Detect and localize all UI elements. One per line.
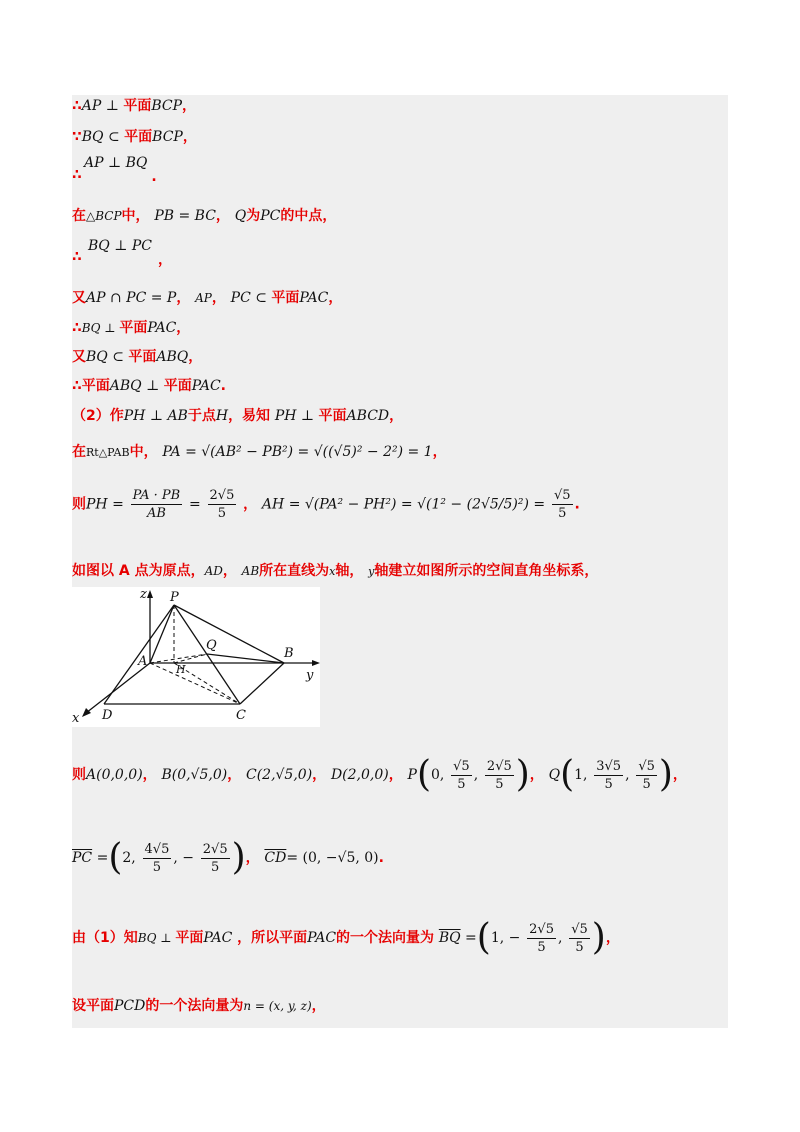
line-normal-vector-pcd: 设平面PCD的一个法向量为n = (x, y, z)， xyxy=(72,998,326,1014)
line-part2-ph: （2）作PH ⊥ AB于点H，易知 PH ⊥ 平面ABCD， xyxy=(72,408,404,424)
line-triangle-bcp: 在△BCP中， PB = BC， Q为PC的中点， xyxy=(72,208,337,224)
edge-qb xyxy=(207,654,284,663)
line-ap-cap-pc: 又AP ∩ PC = P， AP， PC ⊂ 平面PAC， xyxy=(72,290,343,306)
fraction-p-z: $\frac{2√5}{5}$ xyxy=(486,758,512,792)
label-q: Q xyxy=(206,638,217,653)
fraction-pc-y: $\frac{4√5}{5}$ xyxy=(144,841,170,875)
line-coordinate-setup: 如图以 A 点为原点，AD， AB所在直线为x轴， y轴建立如图所示的空间直角坐标系， xyxy=(72,563,599,579)
edge-pb xyxy=(174,605,284,663)
label-y: y xyxy=(306,668,314,683)
line-plane-conclusion: ∴平面ABQ ⊥ 平面PAC. xyxy=(72,378,226,394)
label-d: D xyxy=(102,708,113,723)
fraction-p-y: $\frac{√5}{5}$ xyxy=(453,758,470,792)
label-h: H xyxy=(176,663,186,676)
label-c: C xyxy=(236,708,246,723)
line-ph-ah: 则PH = $\frac{PA \cdot PB}{AB}$ = $\frac{2√5}{5}$ ， AH = √(PA² − PH²) = √(1² − (2√5/5)²) = $\frac{√5}{5}$ . xyxy=(72,488,580,521)
label-b: B xyxy=(284,646,294,661)
label-x: x xyxy=(72,711,80,726)
line-bq-in-abq: 又BQ ⊂ 平面ABQ， xyxy=(72,349,203,365)
y-arrow xyxy=(312,660,320,666)
fraction-ph-value: $\frac{2√5}{5}$ xyxy=(209,488,235,521)
line-ap-perp-bcp: ∴AP ⊥ 平面BCP， xyxy=(72,98,197,114)
line-point-coordinates: 则A(0,0,0)， B(0,√5,0)， C(2,√5,0)， D(2,0,0)， P(0, $\frac{√5}{5}$ , $\frac{2√5}{5}$ )， Q(1, $\frac{3√5}{5}$ , $\frac{√5}{5}$ )， xyxy=(72,754,687,795)
fraction-bq-z: $\frac{√5}{5}$ xyxy=(571,921,588,955)
x-axis xyxy=(86,663,150,713)
fraction-pc-z: $\frac{2√5}{5}$ xyxy=(202,841,228,875)
label-a: A xyxy=(138,654,148,669)
line-pa-value: 在Rt△PAB中， PA = √(AB² − PB²) = √((√5)² − 2²) = 1， xyxy=(72,444,447,460)
label-z: z xyxy=(140,587,147,602)
line-bq-perp-pc: BQ ⊥ PC， ∴ xyxy=(72,238,172,268)
pyramid-figure xyxy=(72,587,320,727)
line-bq-in-bcp: ∵BQ ⊂ 平面BCP， xyxy=(72,129,197,145)
fraction-ah-value: $\frac{√5}{5}$ xyxy=(553,488,571,521)
fraction-bq-y: $\frac{2√5}{5}$ xyxy=(529,921,554,955)
line-vectors-pc-cd: $\overline{PC} =(2$, $\frac{4√5}{5}$ , − $\frac{2√5}{5}$ )， $\overline{CD}= (0$, −√5, 0). xyxy=(72,837,384,878)
fraction-ph: $\frac{PA \cdot PB}{AB}$ xyxy=(132,488,181,521)
line-bq-perp-pac: ∴BQ ⊥ 平面PAC， xyxy=(72,320,191,336)
segment-aq-dashed xyxy=(150,654,207,663)
line-normal-vector-pac: 由（1）知BQ ⊥ 平面PAC ，所以平面PAC的一个法向量为 $\overline{BQ} =(1$, − $\frac{2√5}{5}$ , $\frac{√5}{5}$ )， xyxy=(72,917,620,958)
edge-cb xyxy=(240,663,284,704)
document-sheet xyxy=(72,95,728,1028)
fraction-q-z: $\frac{√5}{5}$ xyxy=(638,758,655,792)
fraction-q-y: $\frac{3√5}{5}$ xyxy=(596,758,622,792)
line-ap-perp-bq: AP ⊥ BQ. ∴ xyxy=(72,155,157,185)
pyramid-diagram xyxy=(72,587,320,727)
z-arrow xyxy=(147,590,153,598)
label-p: P xyxy=(170,590,179,605)
